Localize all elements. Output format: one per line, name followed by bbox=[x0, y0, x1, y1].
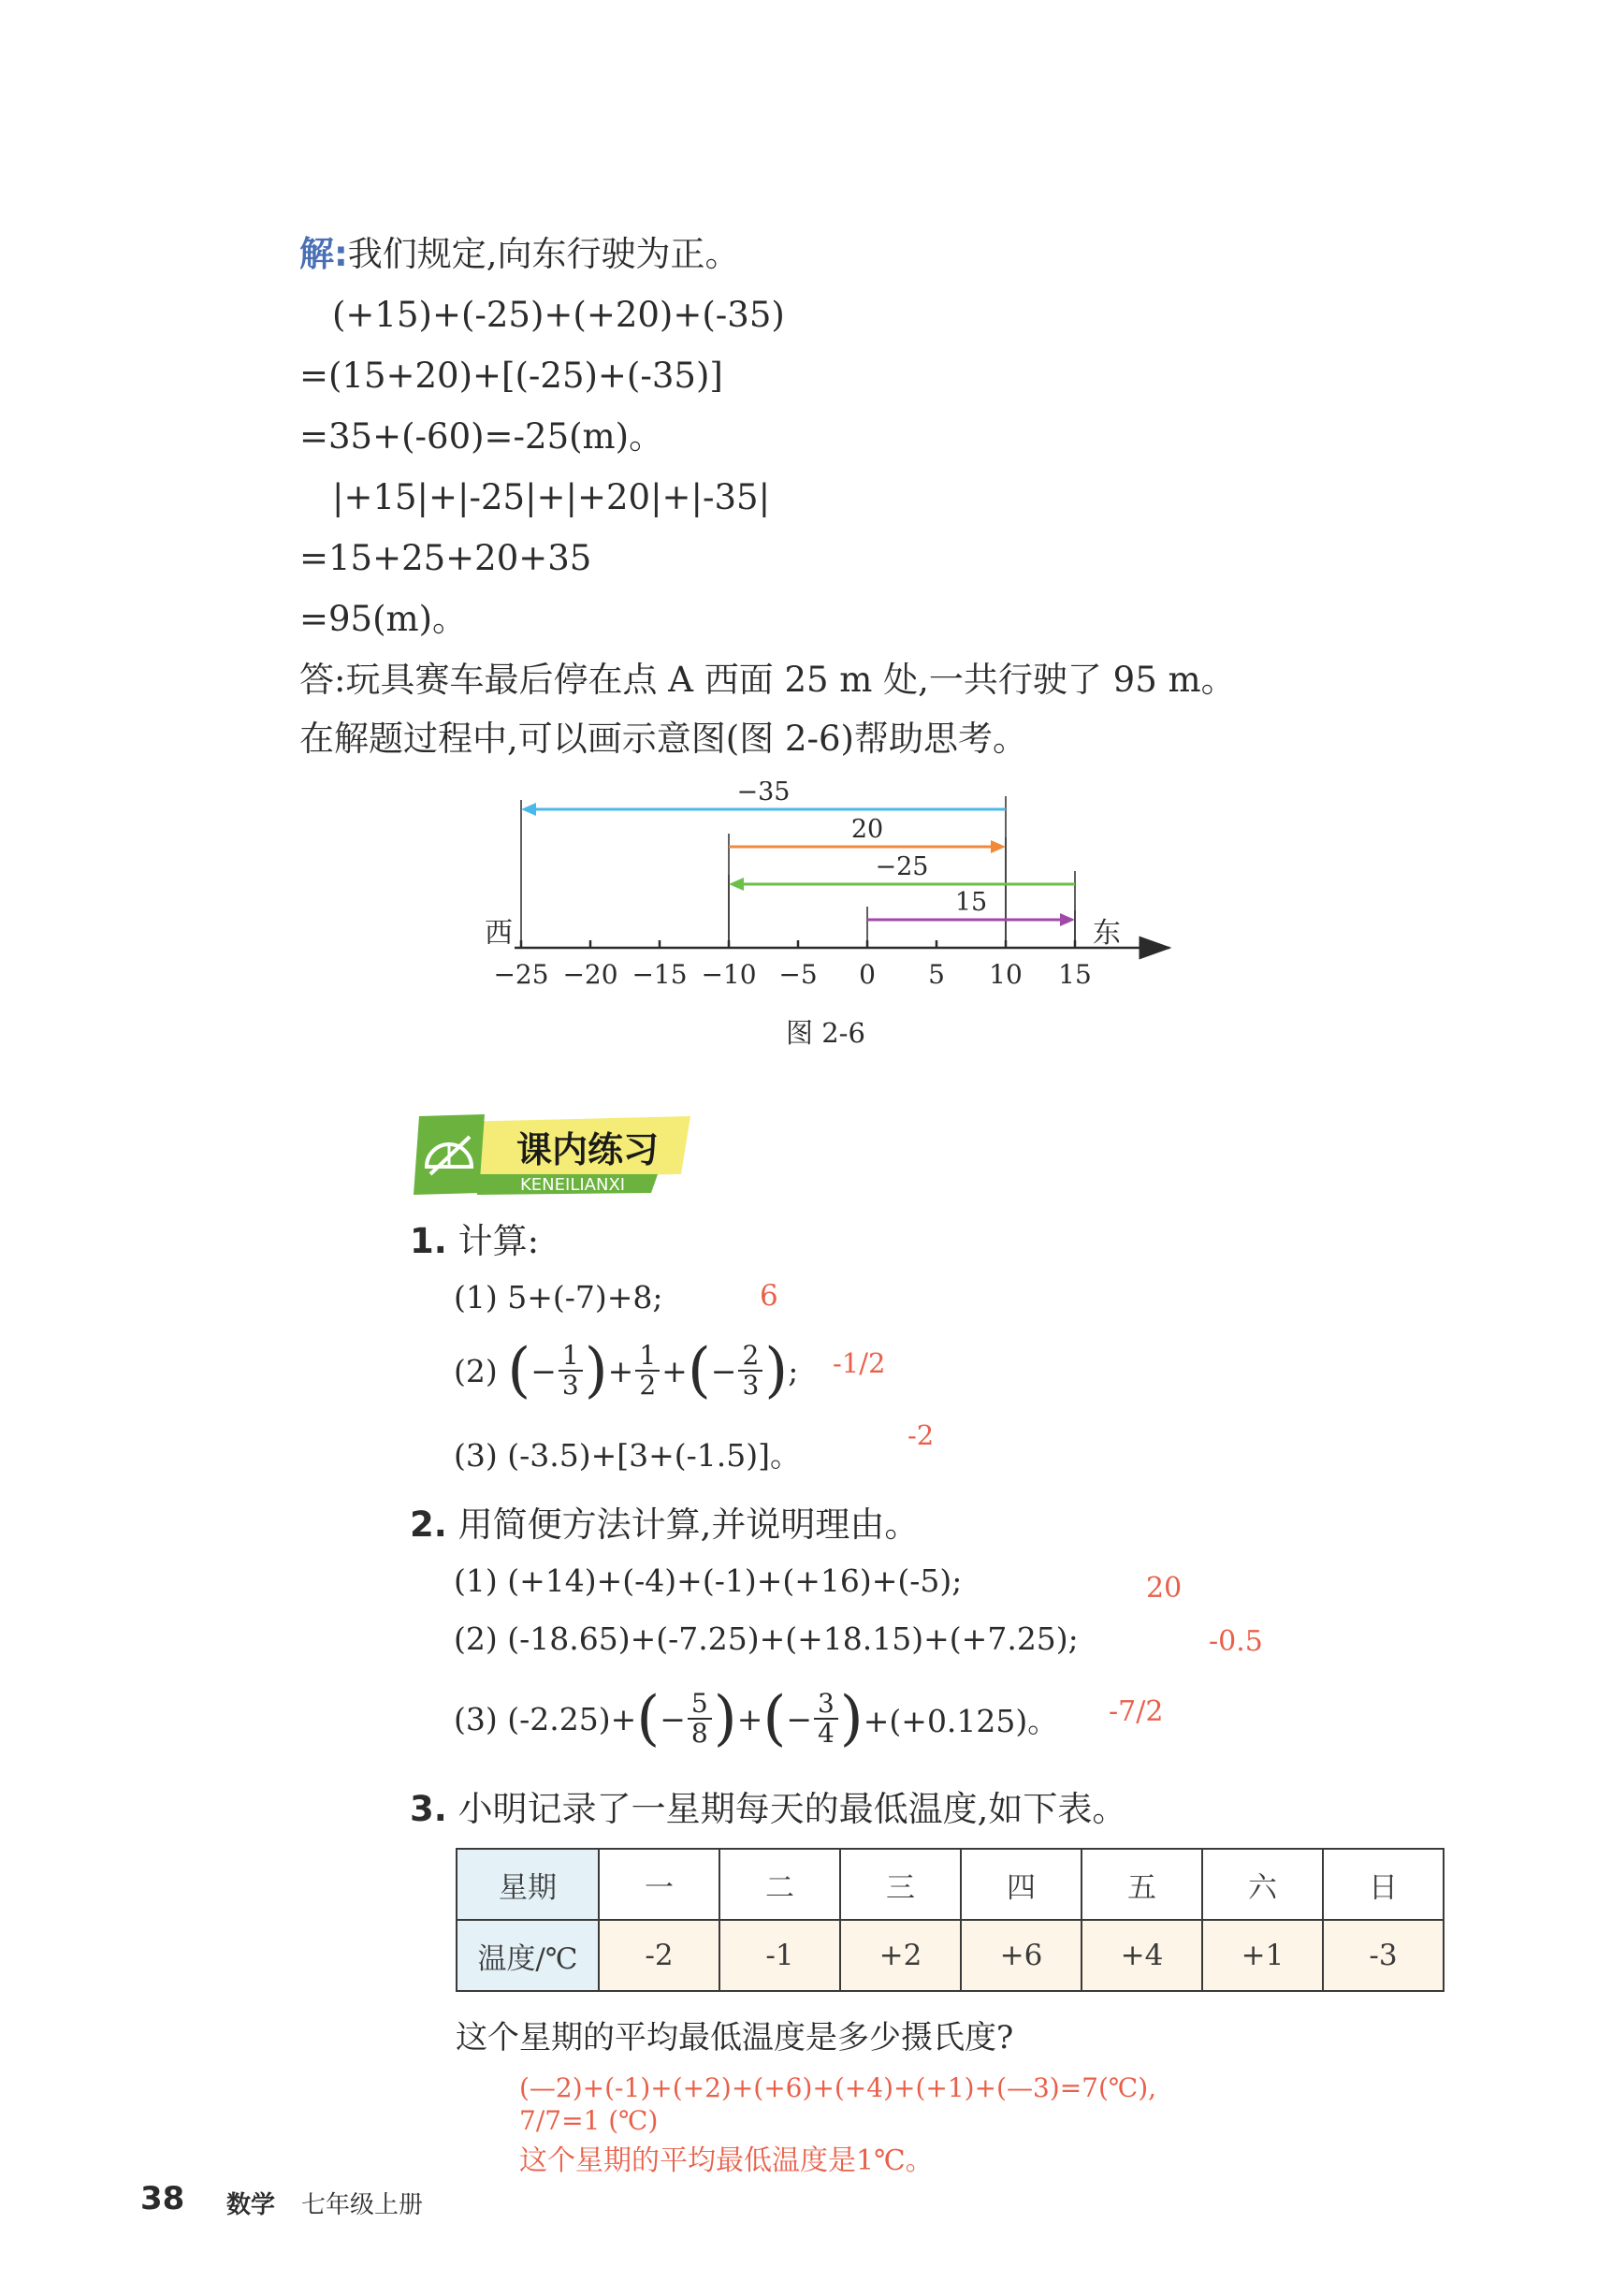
q3-header bbox=[410, 1789, 1126, 1830]
q2-number: 2. bbox=[410, 1504, 447, 1545]
q1-part1-answer: 6 bbox=[760, 1279, 778, 1313]
q1-part2-answer: -1/2 bbox=[833, 1347, 886, 1379]
q2-text: 用简便方法计算,并说明理由。 bbox=[457, 1504, 920, 1545]
axis-tick-label: 0 bbox=[859, 959, 876, 990]
q3-text: 小明记录了一星期每天的最低温度,如下表。 bbox=[457, 1789, 1127, 1829]
arrow-label: −25 bbox=[875, 852, 929, 881]
arrow-label: 15 bbox=[954, 888, 988, 917]
q1-part3-answer: -2 bbox=[907, 1419, 935, 1451]
q1-text: 计算: bbox=[457, 1221, 540, 1261]
q1-part2-label: (2) bbox=[454, 1352, 498, 1389]
axis-tick-label: −20 bbox=[562, 959, 618, 990]
table-cell: +6 bbox=[961, 1920, 1082, 1991]
axis-tick-label: 10 bbox=[989, 959, 1023, 990]
table-cell: +2 bbox=[840, 1920, 961, 1991]
table-row bbox=[457, 1920, 1444, 1991]
axis-tick-label: −25 bbox=[493, 959, 549, 990]
table-cell: +1 bbox=[1202, 1920, 1323, 1991]
arrow-head bbox=[729, 878, 744, 891]
q3-question: 这个星期的平均最低温度是多少摄氏度? bbox=[456, 2019, 1014, 2056]
q1-part2: (2) ( − $\frac{1}{3}$ ) + $\frac{1}{2}$ + ( − $\frac{2}{3}$ ) ; bbox=[454, 1336, 799, 1405]
table-cell: 二 bbox=[719, 1849, 840, 1920]
q2-part3-frac1: $\frac{5}{8}$ bbox=[688, 1690, 712, 1748]
table-cell: 六 bbox=[1202, 1849, 1323, 1920]
arrow-head bbox=[1060, 913, 1075, 926]
solution-label: 解: bbox=[299, 234, 348, 274]
practice-subtitle: KENEILIANXI bbox=[520, 1175, 626, 1195]
solution-answer: 答:玩具赛车最后停在点 A 西面 25 m 处,一共行驶了 95 m。 bbox=[299, 660, 1236, 700]
east-label: 东 bbox=[1093, 917, 1121, 950]
q1-part3: (3) (-3.5)+[3+(-1.5)]。 bbox=[454, 1437, 802, 1474]
q1-part1: (1) 5+(-7)+8; bbox=[454, 1279, 663, 1315]
footer-subject: 数学 bbox=[226, 2191, 276, 2219]
axis-tick-label: 15 bbox=[1058, 959, 1092, 990]
arrow-head bbox=[521, 803, 536, 816]
figure-caption: 图 2-6 bbox=[786, 1017, 865, 1049]
axis-tick-label: −15 bbox=[632, 959, 688, 990]
q3-answer-line-3: 这个星期的平均最低温度是1℃。 bbox=[519, 2144, 934, 2177]
arrow-head bbox=[991, 840, 1006, 853]
q1-part2-frac3: $\frac{2}{3}$ bbox=[738, 1342, 762, 1400]
solution-intro-line bbox=[299, 234, 740, 275]
q2-header bbox=[410, 1504, 919, 1546]
arrow-label: 20 bbox=[850, 815, 884, 844]
table-cell: 日 bbox=[1323, 1849, 1444, 1920]
arrow-label: −35 bbox=[736, 781, 791, 807]
solution-intro: 我们规定,向东行驶为正。 bbox=[347, 234, 740, 274]
q3-answer-line-1: (—2)+(-1)+(+2)+(+6)+(+4)+(+1)+(—3)=7(℃), bbox=[519, 2072, 1157, 2103]
table-cell: 三 bbox=[840, 1849, 961, 1920]
axis-tick-label: 5 bbox=[928, 959, 945, 990]
solution-line-2: =(15+20)+[(-25)+(-35)] bbox=[299, 356, 723, 396]
solution-line-4: |+15|+|-25|+|+20|+|-35| bbox=[332, 477, 771, 517]
solution-line-6: =95(m)。 bbox=[299, 599, 468, 639]
table-cell: 五 bbox=[1082, 1849, 1202, 1920]
table-cell: 四 bbox=[961, 1849, 1082, 1920]
q2-part3-answer: -7/2 bbox=[1109, 1695, 1164, 1728]
table-cell: -3 bbox=[1323, 1920, 1444, 1991]
page-number: 38 bbox=[140, 2180, 185, 2217]
q1-part2-frac1: $\frac{1}{3}$ bbox=[559, 1342, 583, 1400]
west-label: 西 bbox=[485, 917, 513, 950]
solution-line-1: (+15)+(-25)+(+20)+(-35) bbox=[332, 295, 785, 335]
table-cell: 星期 bbox=[457, 1849, 599, 1920]
q1-number: 1. bbox=[410, 1221, 447, 1261]
q2-part3-label: (3) (-2.25)+ bbox=[454, 1700, 637, 1737]
q2-part2-answer: -0.5 bbox=[1209, 1625, 1263, 1658]
solution-line-5: =15+25+20+35 bbox=[299, 538, 592, 578]
footer-grade: 七年级上册 bbox=[301, 2191, 424, 2219]
axis-tick-label: −10 bbox=[701, 959, 757, 990]
solution-hint: 在解题过程中,可以画示意图(图 2-6)帮助思考。 bbox=[299, 719, 1027, 759]
temperature-table bbox=[456, 1848, 1445, 1992]
table-cell: -2 bbox=[599, 1920, 719, 1991]
q2-part2: (2) (-18.65)+(-7.25)+(+18.15)+(+7.25); bbox=[454, 1620, 1079, 1657]
solution-line-3: =35+(-60)=-25(m)。 bbox=[299, 416, 664, 457]
number-line-figure bbox=[468, 781, 1198, 992]
table-cell: +4 bbox=[1082, 1920, 1202, 1991]
q2-part3: (3) (-2.25)+ ( − $\frac{5}{8}$ ) + ( − $\frac{3}{4}$ ) +(+0.125)。 bbox=[454, 1684, 1059, 1753]
q2-part3-tail: +(+0.125)。 bbox=[863, 1702, 1059, 1739]
table-cell: 一 bbox=[599, 1849, 719, 1920]
table-cell: 温度/℃ bbox=[457, 1920, 599, 1991]
q2-part3-frac2: $\frac{3}{4}$ bbox=[814, 1690, 838, 1748]
q1-header bbox=[410, 1221, 539, 1262]
q1-part2-frac2: $\frac{1}{2}$ bbox=[635, 1342, 660, 1400]
axis-tick-label: −5 bbox=[778, 959, 818, 990]
q2-part1: (1) (+14)+(-4)+(-1)+(+16)+(-5); bbox=[454, 1562, 963, 1599]
table-cell: -1 bbox=[719, 1920, 840, 1991]
table-header-row bbox=[457, 1849, 1444, 1920]
q2-part1-answer: 20 bbox=[1146, 1572, 1183, 1605]
q3-answer-line-2: 7/7=1 (℃) bbox=[519, 2105, 659, 2136]
practice-title: 课内练习 bbox=[516, 1129, 660, 1170]
q3-number: 3. bbox=[410, 1789, 447, 1829]
